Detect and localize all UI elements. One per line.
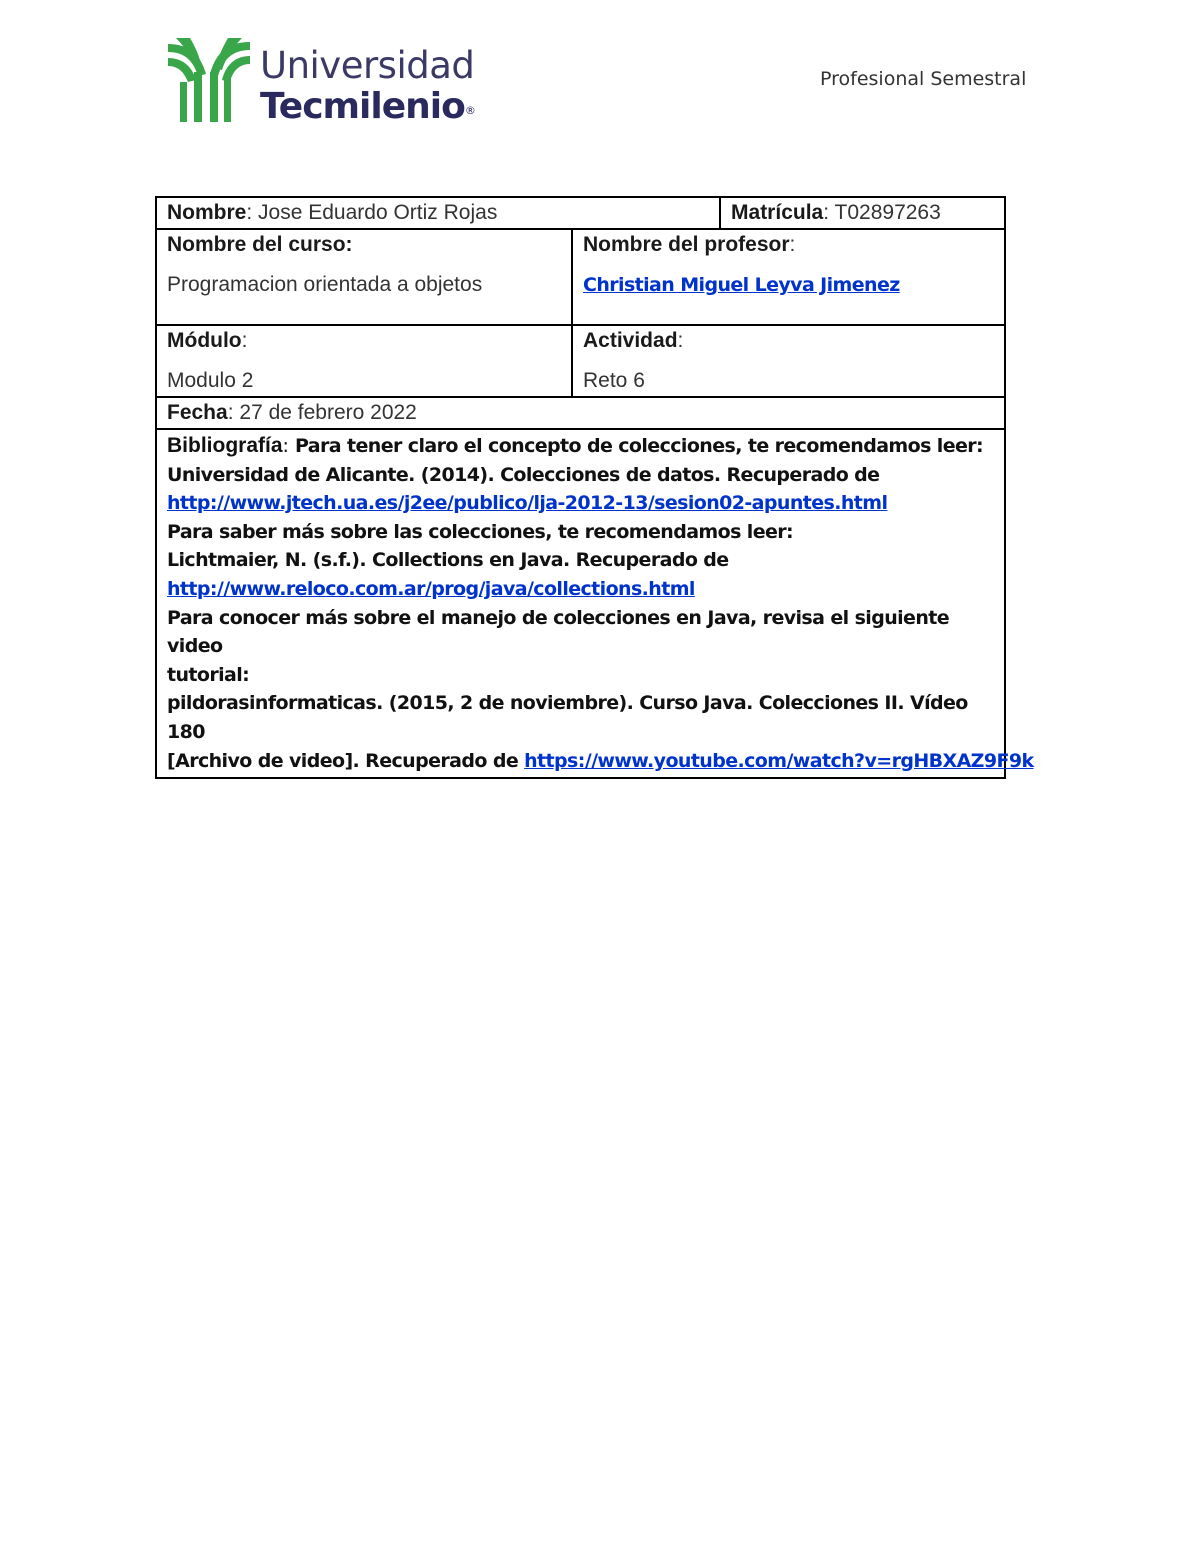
nombre-value: Jose Eduardo Ortiz Rojas [258, 201, 498, 224]
matricula-value: T02897263 [834, 201, 941, 224]
row-modulo-actividad [156, 325, 1005, 397]
bib-ref1: Universidad de Alicante. (2014). Colecciones de datos. Recuperado de [167, 463, 880, 486]
cell-bibliografia: Bibliografía: Para tener claro el concepto de colecciones, te recomendamos leer: Universidad de Alicante. (2014). Colecciones de datos. Recuperado de http://www.jtech.ua.es/j2ee/publico/lja-2012-13/sesion02-apuntes.html Para saber más sobre las colecciones, te recomendamos leer: Lichtmaier, N. (s.f.). Collections en Java. Recuperado de http://www.reloco.com.ar/prog/java/collections.html Para conocer más sobre el manejo de colecciones en Java, revisa el siguiente video tutorial: pildorasinformaticas. (2015, 2 de noviembre). Curso Java. Colecciones II. Vídeo 180 [Archivo de video]. Recuperado de https://www.youtube.com/watch?v=rgHBXAZ9F9k [156, 429, 1005, 778]
cell-modulo: Módulo: Modulo 2 [156, 325, 572, 397]
cell-fecha: Fecha: 27 de febrero 2022 [156, 397, 1005, 429]
cell-matricula: Matrícula: T02897263 [720, 197, 1005, 229]
university-logo [166, 38, 486, 128]
row-curso-profesor [156, 229, 1005, 325]
program-label: Profesional Semestral [820, 68, 1027, 90]
bib-link-jtech[interactable]: http://www.jtech.ua.es/j2ee/publico/lja-2012-13/sesion02-apuntes.html [167, 492, 888, 515]
bib-intro2: Para saber más sobre las colecciones, te recomendamos leer: [167, 520, 794, 543]
actividad-value: Reto 6 [583, 369, 645, 392]
logo-text-universidad: Universidad [260, 44, 475, 87]
logo-leaf-icon [166, 38, 256, 124]
nombre-label: Nombre [167, 201, 247, 224]
row-bibliografia [156, 429, 1005, 778]
cell-curso [156, 229, 572, 325]
matricula-label: Matrícula [731, 201, 824, 224]
fecha-label: Fecha [167, 401, 228, 424]
curso-label: Nombre del curso: [167, 233, 353, 256]
profesor-link[interactable]: Christian Miguel Leyva Jimenez [583, 274, 900, 296]
bib-ref2: Lichtmaier, N. (s.f.). Collections en Java. Recuperado de [167, 549, 729, 572]
row-nombre [156, 197, 1005, 229]
curso-value: Programacion orientada a objetos [167, 273, 483, 296]
cell-nombre: Nombre: Jose Eduardo Ortiz Rojas [156, 197, 720, 229]
bibliografia-label: Bibliografía [167, 434, 283, 457]
bib-link-youtube[interactable]: https://www.youtube.com/watch?v=rgHBXAZ9F9k [524, 749, 1034, 772]
bib-ref3a: pildorasinformaticas. (2015, 2 de noviembre). Curso Java. Colecciones II. Vídeo 180 [167, 692, 968, 743]
bib-intro3a: Para conocer más sobre el manejo de colecciones en Java, revisa el siguiente video [167, 606, 950, 658]
actividad-label: Actividad [583, 329, 678, 352]
modulo-label: Módulo [167, 329, 242, 352]
profesor-label: Nombre del profesor [583, 233, 790, 256]
cell-profesor: Nombre del profesor: Christian Miguel Leyva Jimenez [572, 229, 1005, 325]
logo-text-tecmilenio: Tecmilenio® [260, 86, 475, 127]
bib-intro: Para tener claro el concepto de colecciones, te recomendamos leer: [294, 435, 984, 457]
student-info-table [155, 196, 1034, 779]
bib-intro3b: tutorial: [167, 663, 250, 686]
modulo-value: Modulo 2 [167, 369, 254, 392]
bib-link-reloco[interactable]: http://www.reloco.com.ar/prog/java/collections.html [167, 577, 695, 600]
row-fecha [156, 397, 1005, 429]
cell-actividad: Actividad: Reto 6 [572, 325, 1005, 397]
bib-ref3b: [Archivo de video]. Recuperado de [167, 749, 525, 772]
fecha-value: 27 de febrero 2022 [239, 401, 417, 424]
